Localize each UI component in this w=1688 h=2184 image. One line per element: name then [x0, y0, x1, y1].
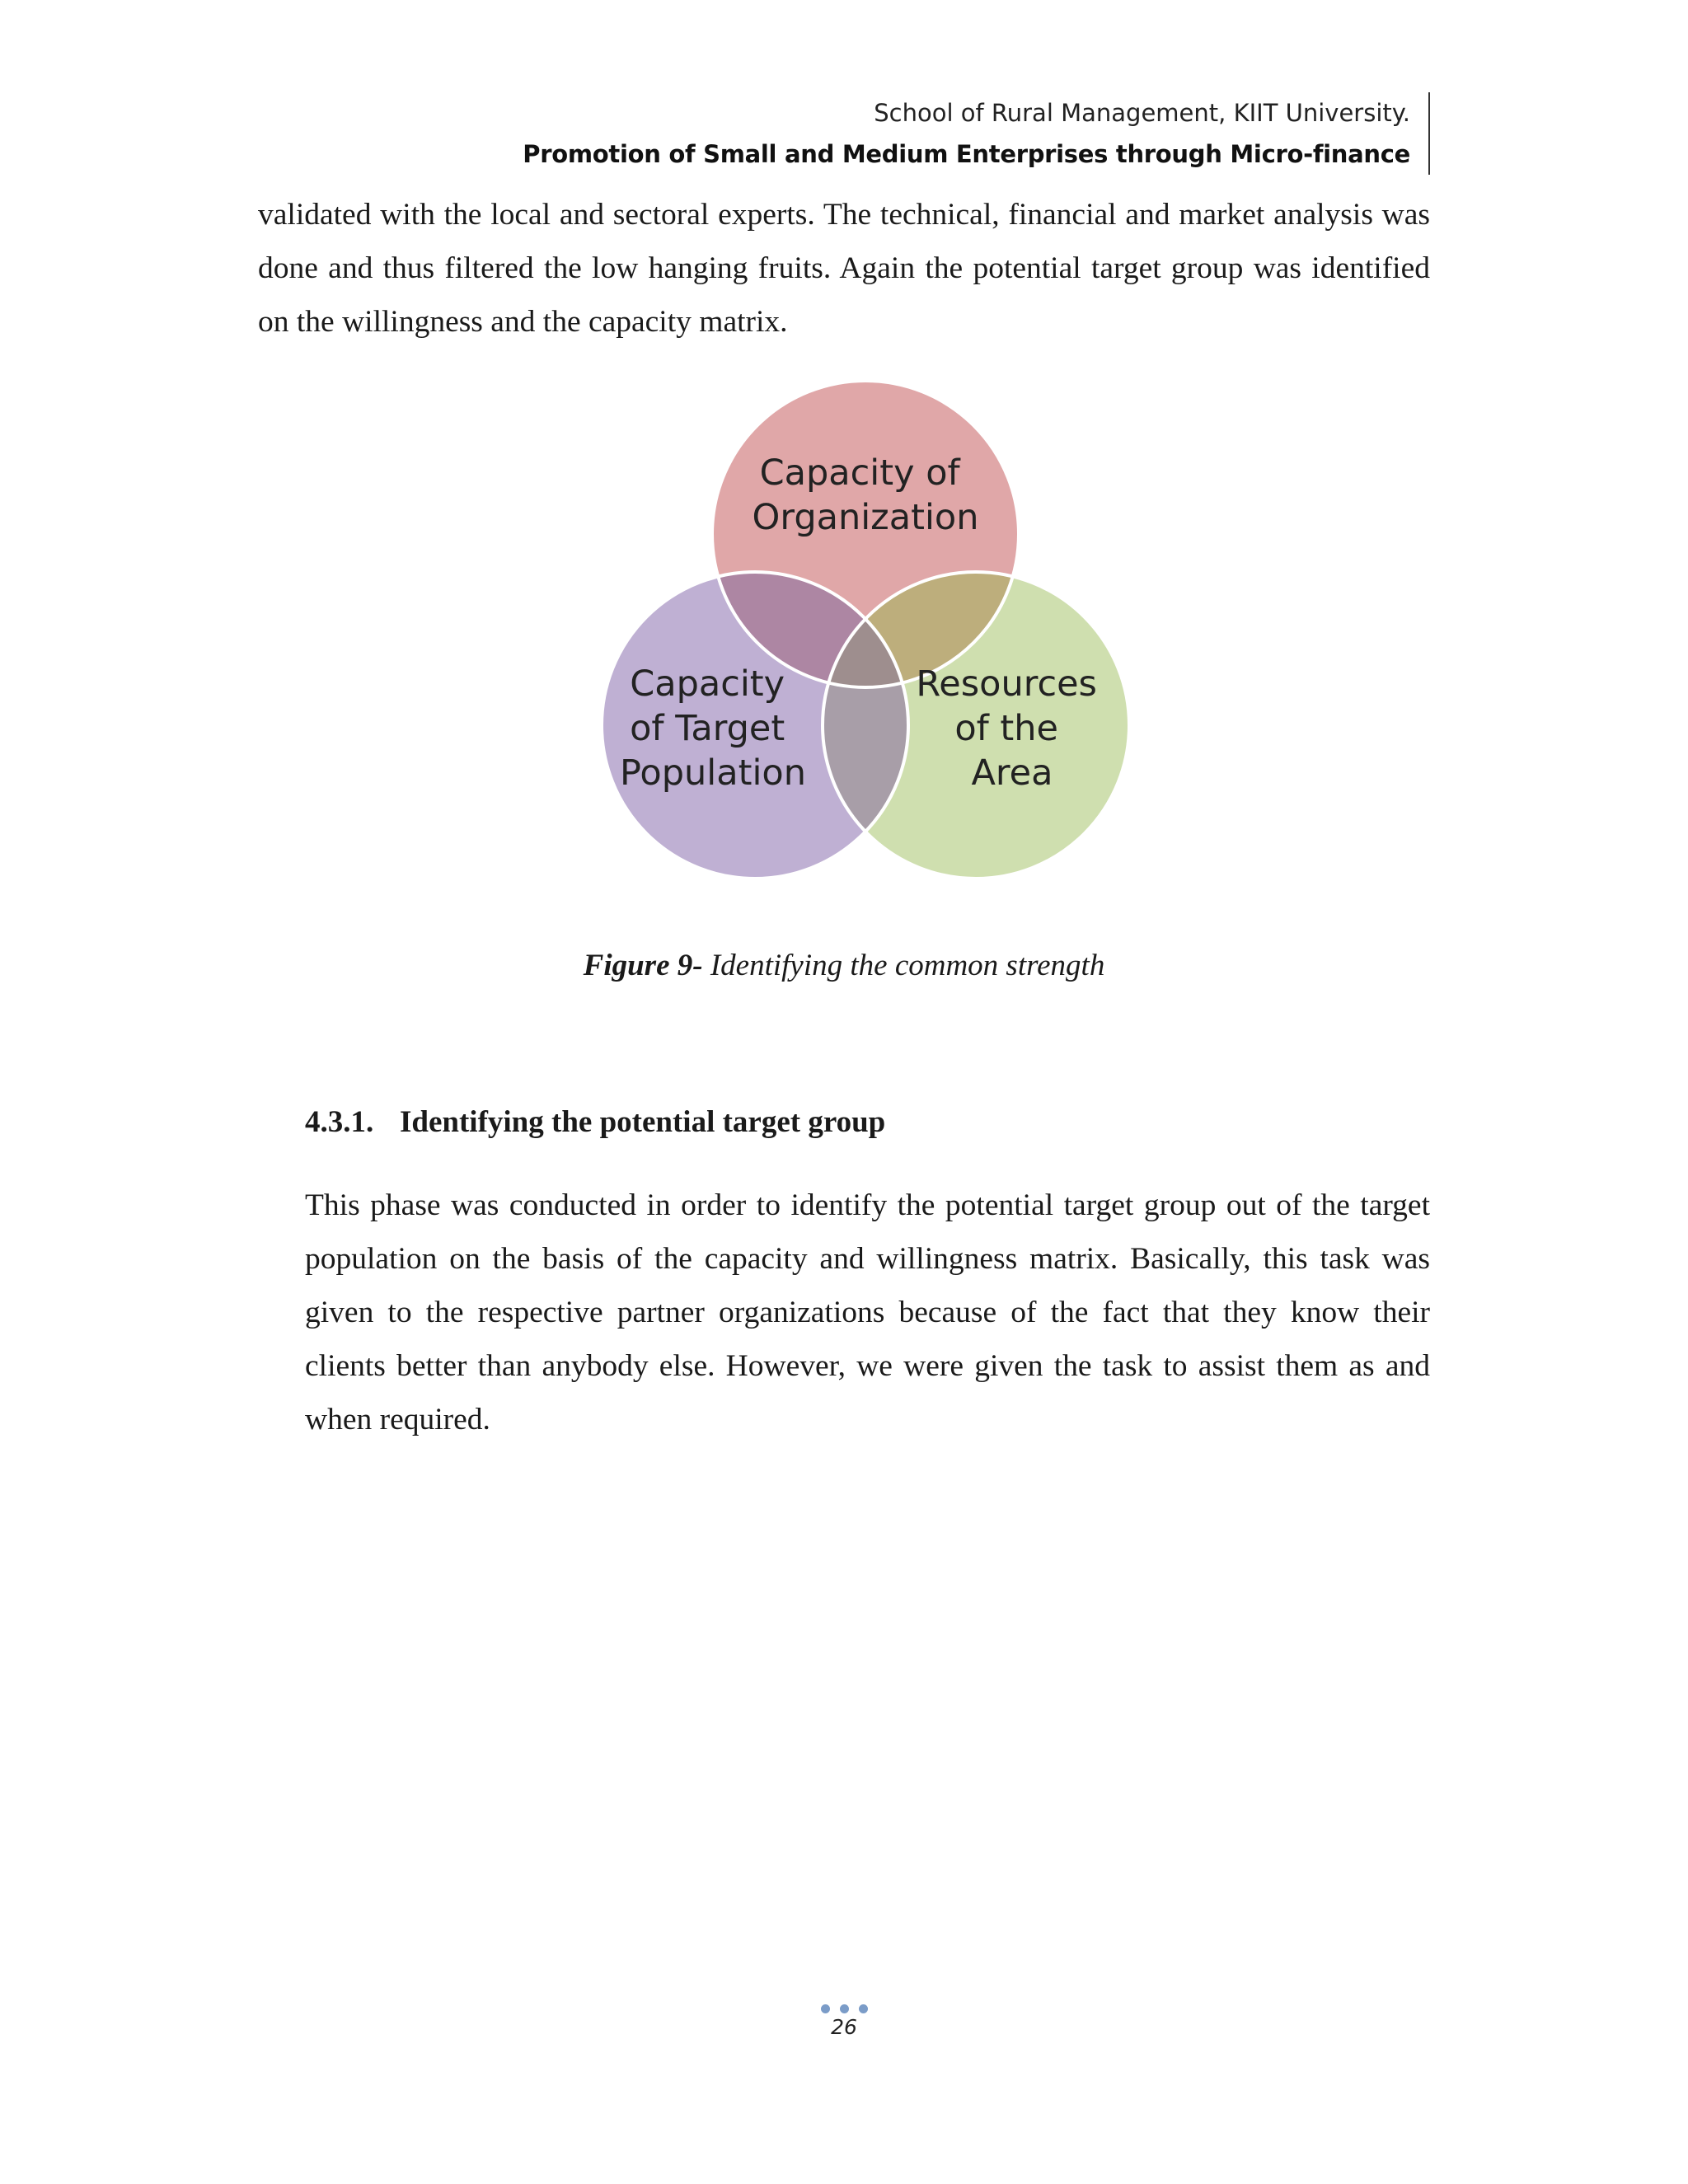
running-header [523, 92, 1430, 175]
footer-dots-ornament [0, 2004, 1688, 2013]
label-organization: Capacity of Organization [752, 452, 979, 538]
figure-label: Figure 9- [583, 949, 703, 982]
figure-caption [0, 948, 1688, 983]
section-title: Identifying the potential target group [400, 1105, 886, 1139]
page-number: 26 [831, 2015, 857, 2039]
section-number: 4.3.1. [305, 1105, 374, 1139]
body-paragraph: This phase was conducted in order to identify the potential target group out of the target population on the basis of the capacity and willingness matrix. Basically, this task was given to the respective partner organizations because of the fact that they know their clients better than anybody else. However, we were given the task to assist them as and when required. [305, 1188, 1430, 1436]
label-population: Capacity of Target Population [620, 663, 806, 794]
figure-caption-text: Identifying the common strength [702, 949, 1105, 982]
venn-diagram [577, 379, 1154, 907]
header-institution: School of Rural Management, KIIT University. [874, 99, 1410, 127]
footer-dot [821, 2004, 830, 2013]
intro-paragraph: validated with the local and sectoral experts. The technical, financial and market analysis was done and thus filtered the low hanging fruits. Again the potential target group was identified on the willingness and the capacity matrix. [258, 198, 1430, 339]
page-footer [0, 2004, 1688, 2039]
section-heading [305, 1104, 885, 1140]
footer-dot [859, 2004, 868, 2013]
label-resources: Resources of the Area [916, 663, 1097, 794]
header-report-title: Promotion of Small and Medium Enterprises through Micro-finance [523, 140, 1410, 168]
footer-dot [840, 2004, 849, 2013]
